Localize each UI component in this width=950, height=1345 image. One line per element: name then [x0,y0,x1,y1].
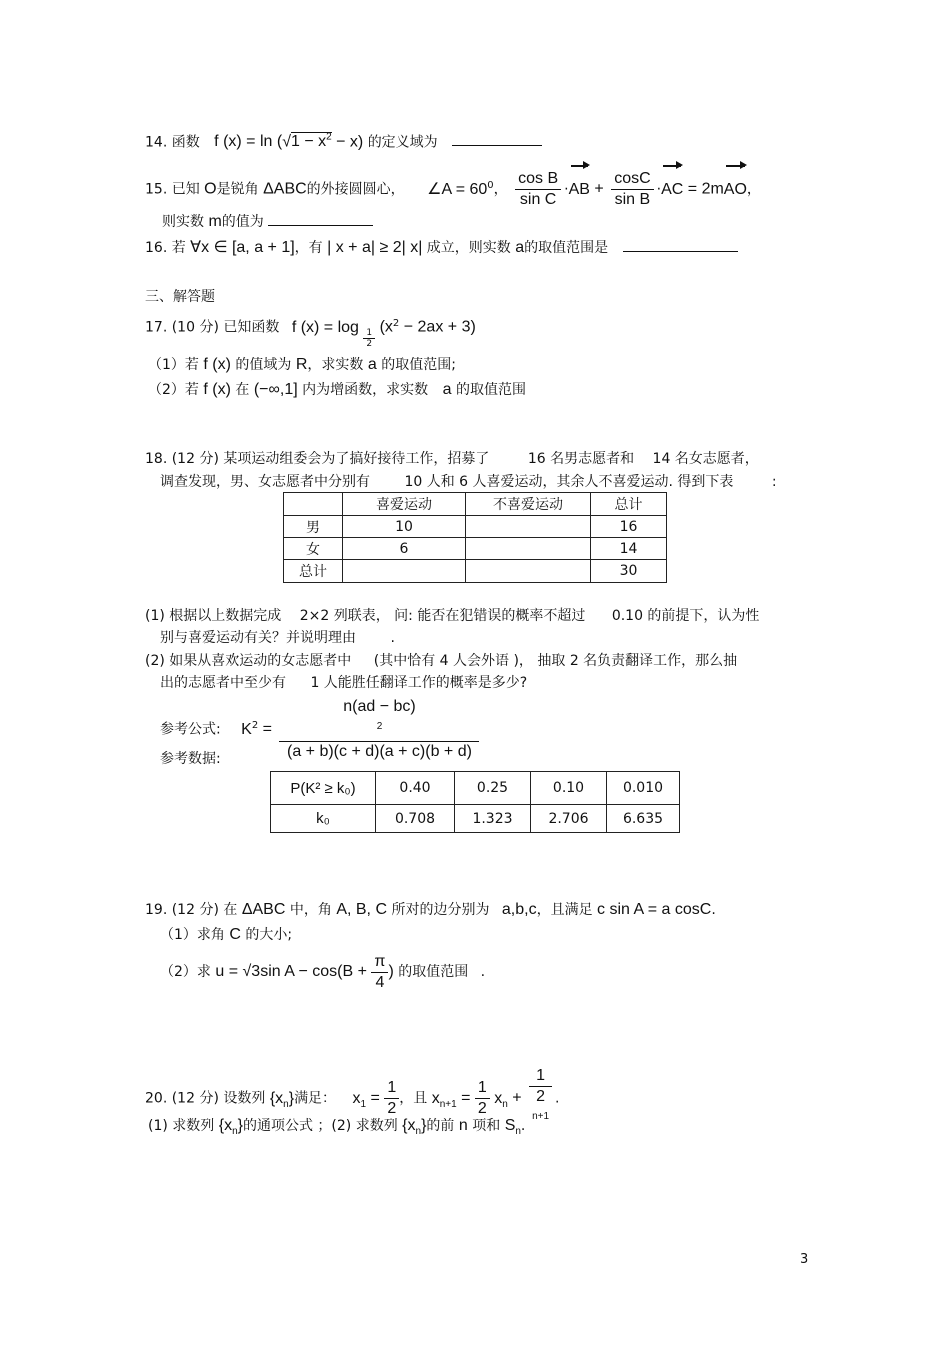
q17-sup: 2 [392,318,400,329]
q17-part-2 [148,380,526,400]
q19-p2-end: . [480,964,486,980]
q15-answer-blank [268,225,373,226]
table-cell: 男 [284,516,343,538]
q20-parts [148,1116,525,1142]
vector-ao: AO [724,168,747,212]
q18-p2-c: 出的志愿者中至少有 [160,675,286,691]
data-label: 参考数据: [160,751,221,767]
table-cell: 10 [343,516,466,538]
q18-line2-b: 10 人和 6 人喜爱运动，其余人不喜爱运动. 得到下表 [404,474,734,490]
q18-line1-c: 14 名女志愿者， [652,451,759,467]
q17-part-1 [148,355,456,375]
q15-end: ， [746,181,761,198]
q18-p1-a: (1) 根据以上数据完成 [145,608,282,624]
q17-p1-a: a [367,356,377,373]
table-cell: 0.10 [531,772,607,805]
q19-u2: sin A − cos(B + [260,963,367,980]
q16-number: 16. 若 [145,240,186,256]
q18-line2-c: : [771,474,777,490]
q19-triangle: ΔABC [241,901,286,918]
q16-inequality: | x + a| ≥ 2| x| [327,239,423,256]
q15-line2-tail: 的值为 [221,214,264,230]
q19-text1: 中，角 [289,902,332,918]
q16-text2: 成立，则实数 [426,240,511,256]
q19-condition: c sin A = a cosC [597,901,712,918]
q14-line [145,128,542,152]
contingency-table [283,492,667,583]
q15-plus: + [594,180,604,198]
q17-line [145,314,476,349]
table-row [284,516,667,538]
q19-part-1 [160,925,292,945]
table-header-cell [284,493,343,516]
page-number: 3 [800,1252,809,1267]
table-row [271,805,680,833]
q15-degree: 0 [487,180,494,191]
q18-line1-b: 16 名男志愿者和 [527,451,635,467]
q17-arg: (x [379,318,393,336]
q15-m: m [208,213,222,230]
q20-seq-ref-1: $\{x_n\}$ [218,1117,243,1138]
q18-part-2 [145,651,737,671]
vector-ab: AB [569,168,590,212]
q20-half-2: $\frac{1}{2}$ [475,1078,490,1119]
q20-p1-b: 的通项公式 ；(2) 求数列 [242,1118,398,1134]
q18-p1-b: 2×2 列联表， 问: 能否在犯错误的概率不超过 [299,608,586,624]
q15-text1: 是锐角 [216,181,259,198]
q19-p1-c: C [229,926,241,943]
q20-eq2: = [461,1089,471,1107]
q20-head: 20. (12 分) 设数列 [145,1090,266,1107]
table-cell: 16 [591,516,667,538]
q17-p2-interval: (−∞,1] [253,381,298,398]
q20-p1-c: 的前 [426,1118,455,1134]
q20-end: . [555,1090,560,1107]
table-header-cell: 总计 [591,493,667,516]
q16-a: a [515,239,525,256]
q19-text3: ，且满足 [536,902,593,918]
q17-p2-text: 在 [235,382,250,398]
table-cell: 总计 [284,560,343,583]
q20-xn1: $x_{n+1}$ [431,1089,457,1110]
q16-text3: 的取值范围是 [524,240,609,256]
q20-p1-e: . [520,1118,526,1134]
vector-ac: AC [661,168,683,212]
table-cell [343,560,466,583]
formula-k: K [241,720,252,738]
q14-tail: 的定义域为 [367,134,438,151]
q18-p1-c: 0.10 的前提下，认为性 [611,608,760,624]
q18-line1-a: 18. (12 分) 某项运动组委会为了搞好接待工作，招募了 [145,451,490,467]
q20-xn: $x_n$ [494,1089,508,1110]
section-heading: 三、解答题 [145,289,215,305]
table-cell [466,538,591,560]
q19-angles: A, B, C [336,901,387,918]
q17-p1-f: f (x) [203,356,231,373]
q19-u3: ) [388,963,394,980]
q16-text1: ，有 [294,240,323,256]
q19-p1-a: （1）求角 [160,927,225,943]
q15-number: 15. 已知 [145,181,200,198]
table-cell: 1.323 [455,805,531,833]
q20-seq: $\{x_n\}$ [269,1089,295,1110]
formula-denominator: (a + b)(c + d)(a + c)(b + d) [286,743,472,761]
q19-line [145,900,716,920]
q15-triangle: ΔABC [263,180,307,198]
formula-label: 参考公式: [160,721,221,738]
q19-u: u = [215,963,243,980]
q15-fraction-2: $\frac{\cos C}{\text{sin B}}$ [611,169,653,210]
chi-square-formula [279,697,479,762]
table-cell: 14 [591,538,667,560]
q20-plus: + [512,1089,522,1107]
q14-number: 14. 函数 [145,134,200,151]
q18-line-1 [145,449,759,469]
q20-p1-a: (1) 求数列 [148,1118,215,1134]
q20-seq-ref-2: $\{x_n\}$ [402,1117,427,1138]
q20-p1-d: 项和 [472,1118,501,1134]
sqrt-three: √3 [242,963,261,980]
q18-p2-b: (其中恰有 4 人会外语 )， 抽取 2 名负责翻译工作，那么抽 [373,653,738,669]
q16-forall: ∀x ∈ [190,239,228,256]
q15-line2-text: 则实数 [162,214,204,230]
q14-radicand: $1 - x^2$ [290,132,332,151]
q15-line: 15. 已知 O是锐角 ΔABC的外接圆圆心， ∠A = $60^0$， $\frac{\text{cos B}}{\text{sin C}}$ ·AB + $\frac{\cos C}{\text{sin B}}$ ·AC = 2mAO， [145,164,761,212]
q17-p1-r: R [295,356,308,373]
table-cell: 2.706 [531,805,607,833]
q14-expr-b: − x) [331,133,364,151]
q17-p2-text2: 内为增函数，求实数 [302,382,429,398]
q16-answer-blank [623,251,738,252]
q16-interval: [a, a + 1] [231,239,295,256]
table-cell: 30 [591,560,667,583]
q17-p1-text: 的值域为 [235,357,292,373]
formula-k-sup: 2 [251,720,259,732]
table-row [284,560,667,583]
q18-line2-a: 调查发现，男、女志愿者中分别有 [160,474,370,490]
reference-table [270,771,680,833]
q18-p2-d: 1 人能胜任翻译工作的概率是多少? [310,675,528,691]
q15-fraction-1: $\frac{\text{cos B}}{\text{sin C}}$ [515,169,561,210]
table-row [271,772,680,805]
q19-text2: 所对的边分别为 [391,902,490,918]
q17-function: f (x) = log [291,318,359,336]
q18-p2-a: (2) 如果从喜欢运动的女志愿者中 [145,653,352,669]
table-cell: 0.708 [376,805,455,833]
q18-part-2-cont [160,673,527,693]
table-cell: 6.635 [607,805,680,833]
table-header-cell: 不喜爱运动 [466,493,591,516]
q17-p2-label: （2）若 [148,382,199,398]
table-header-cell: 喜爱运动 [343,493,466,516]
q18-p1-d: 别与喜爱运动有关？并说明理由 [160,630,356,646]
table-cell: 0.010 [607,772,680,805]
q19-sides: a,b,c [501,901,537,918]
table-cell: 女 [284,538,343,560]
q15-equals: = 2m [687,180,724,198]
table-cell [466,560,591,583]
q15-text2: 的外接圆圆心， [306,181,405,198]
q17-head: 17. (10 分) 已知函数 [145,319,280,336]
q18-part-1-cont [160,628,395,648]
table-cell [466,516,591,538]
q19-head: 19. (12 分) 在 [145,902,238,918]
table-cell: 0.25 [455,772,531,805]
q19-p1-b: 的大小; [245,927,293,943]
q17-p1-label: （1）若 [148,357,199,373]
sqrt-sign: √ [282,133,291,151]
q20-text2: ，且 [399,1090,428,1107]
q20-eq1: = [370,1089,380,1107]
q16-line [145,238,738,258]
q17-p2-f: f (x) [203,381,231,398]
q20-x1: $x_1$ [352,1089,367,1110]
q15-comma: ， [493,181,508,198]
pi-over-four: $\frac{\pi}{4}$ [371,952,388,993]
q17-p2-tail: 的取值范围 [455,382,526,398]
q17-p1-text2: ，求实数 [307,357,364,373]
q15-o: O [204,180,217,198]
q18-p1-e: . [390,630,395,646]
q20-sn: $S_n$ [504,1117,521,1138]
formula-numerator-sup: 2 [376,721,383,732]
q20-n: n [458,1117,468,1134]
q20-half-1: $\frac{1}{2}$ [384,1078,399,1119]
q19-p2-b: 的取值范围 [398,964,469,980]
table-cell: 6 [343,538,466,560]
q15-angle: ∠A = 60 [427,180,488,198]
q19-p2-a: （2）求 [160,964,211,980]
table-header-row [284,493,667,516]
q19-part-2 [160,950,485,994]
table-row [284,538,667,560]
formula-equals: = [262,720,273,738]
q20-text1: 满足： [294,1090,337,1107]
q20-power-fraction: 1 2 $^{n+1}$ [529,1066,552,1131]
q14-answer-blank [452,145,542,146]
formula-numerator: n(ad − bc) [343,698,416,715]
q18-part-1 [145,606,759,626]
q15-line-2 [162,212,373,232]
table-cell: k₀ [271,805,376,833]
table-cell: P(K² ≥ k₀) [271,772,376,805]
q14-expr-a: f (x) = ln ( [214,133,283,151]
q17-p2-a: a [442,381,452,398]
q17-p1-tail: 的取值范围; [381,357,456,373]
table-cell: 0.40 [376,772,455,805]
q17-arg2: − 2ax + 3) [399,318,476,336]
q18-line-2 [160,472,777,492]
q19-end: . [711,902,716,918]
q17-log-base: $\frac{1}{2}$ [363,328,375,349]
